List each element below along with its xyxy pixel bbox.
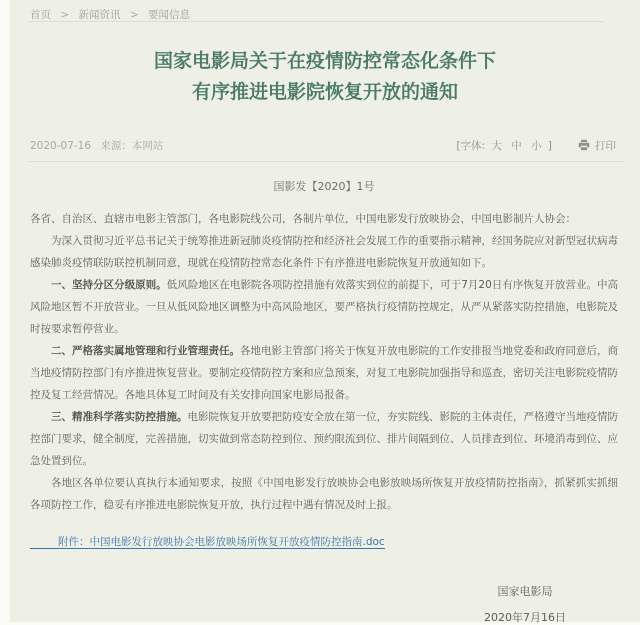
- page-container: [10, 0, 640, 622]
- issuer-name: 国家电影局: [497, 585, 553, 598]
- notice-section-1: [30, 274, 618, 340]
- page-title-line2: 有序推进电影院恢复开放的通知: [191, 81, 458, 103]
- publish-date: 2020-07-16: [30, 139, 92, 152]
- font-size-control: [456, 138, 552, 153]
- signature-inner: [484, 584, 566, 625]
- printer-icon: [578, 139, 590, 151]
- article-meta: [30, 138, 169, 153]
- breadcrumb-separator: >: [129, 9, 139, 21]
- font-size-large-button[interactable]: 大: [491, 139, 502, 152]
- attachment-row: [30, 531, 618, 553]
- section-3-heading: 三、精准科学落实防控措施。: [51, 411, 188, 423]
- signature-block: [30, 584, 618, 625]
- doc-number: 国影发【2020】1号: [273, 180, 375, 193]
- notice-body: [10, 162, 640, 625]
- notice-closing: 各地区各单位要认真执行本通知要求，按照《中国电影发行放映协会电影放映场所恢复开放疫情防控指南》，抓紧抓实抓细各项防控工作，稳妥有序推进电影院恢复开放，执行过程中遇有情况及时上报。: [30, 477, 618, 511]
- article-meta-bar: [10, 137, 640, 153]
- print-button[interactable]: [578, 138, 616, 153]
- breadcrumb-link-home[interactable]: 首页: [30, 9, 51, 21]
- font-size-medium-button[interactable]: 中: [511, 139, 522, 152]
- breadcrumb-link-news[interactable]: 新闻资讯: [78, 9, 121, 21]
- attachment-link[interactable]: 附件：中国电影发行放映协会电影放映场所恢复开放疫情防控指南.doc: [30, 536, 385, 549]
- notice-section-2: [30, 340, 618, 406]
- page-title-line1: 国家电影局关于在疫情防控常态化条件下: [153, 50, 496, 72]
- section-1-heading: 一、坚持分区分级原则。: [51, 279, 167, 291]
- section-2-text: 各地电影主管部门将关于恢复开放电影院的工作安排报当地党委和政府同意后，商当地疫情防控部门有序推进恢复营业。要制定疫情防控方案和应急预案，对复工电影院加强指导和巡查，密切关注电影院疫情防控及复工经营情况。各地具体复工时间及有关安排向国家电影局报备。: [30, 345, 618, 401]
- breadcrumb-separator: >: [60, 9, 70, 21]
- section-1-text: 低风险地区在电影院各项防控措施有效落实到位的前提下，可于7月20日有序恢复开放营业。中高风险地区暂不开放营业。一旦从低风险地区调整为中高风险地区，要严格执行疫情防控规定，从严从紧落实防控措施，电影院及时按要求暂停营业。: [30, 279, 618, 335]
- breadcrumb-link-important-news[interactable]: 要闻信息: [148, 9, 190, 21]
- section-3-text: 电影院恢复开放要把防疫安全放在第一位，夯实院线、影院的主体责任，严格遵守当地疫情防控部门要求，健全制度，完善措施，切实做到常态防控到位、预约限流到位、排片间隔到位、人员排查到位、环境消毒到位、应急处置到位。: [30, 411, 618, 467]
- issue-date: 2020年7月16日: [484, 611, 566, 624]
- page-title: [10, 46, 640, 108]
- breadcrumb: [10, 0, 640, 21]
- notice-section-3: [30, 406, 618, 472]
- font-size-label-close: ]: [547, 139, 552, 152]
- print-label: 打印: [595, 139, 616, 152]
- notice-salutation: 各省、自治区、直辖市电影主管部门，各电影院线公司，各制片单位，中国电影发行放映协会，中国电影制片人协会：: [30, 213, 576, 225]
- font-size-label: [字体:: [456, 139, 486, 152]
- article-tools: [456, 138, 616, 153]
- notice-intro: 为深入贯彻习近平总书记关于统筹推进新冠肺炎疫情防控和经济社会发展工作的重要指示精神，经国务院应对新型冠状病毒感染肺炎疫情联防联控机制同意，现就在疫情防控常态化条件下有序推进电影院恢复开放通知如下。: [30, 235, 618, 269]
- section-2-heading: 二、严格落实属地管理和行业管理责任。: [51, 345, 240, 357]
- source-label: 来源：本网站: [100, 139, 164, 152]
- font-size-small-button[interactable]: 小: [531, 139, 542, 152]
